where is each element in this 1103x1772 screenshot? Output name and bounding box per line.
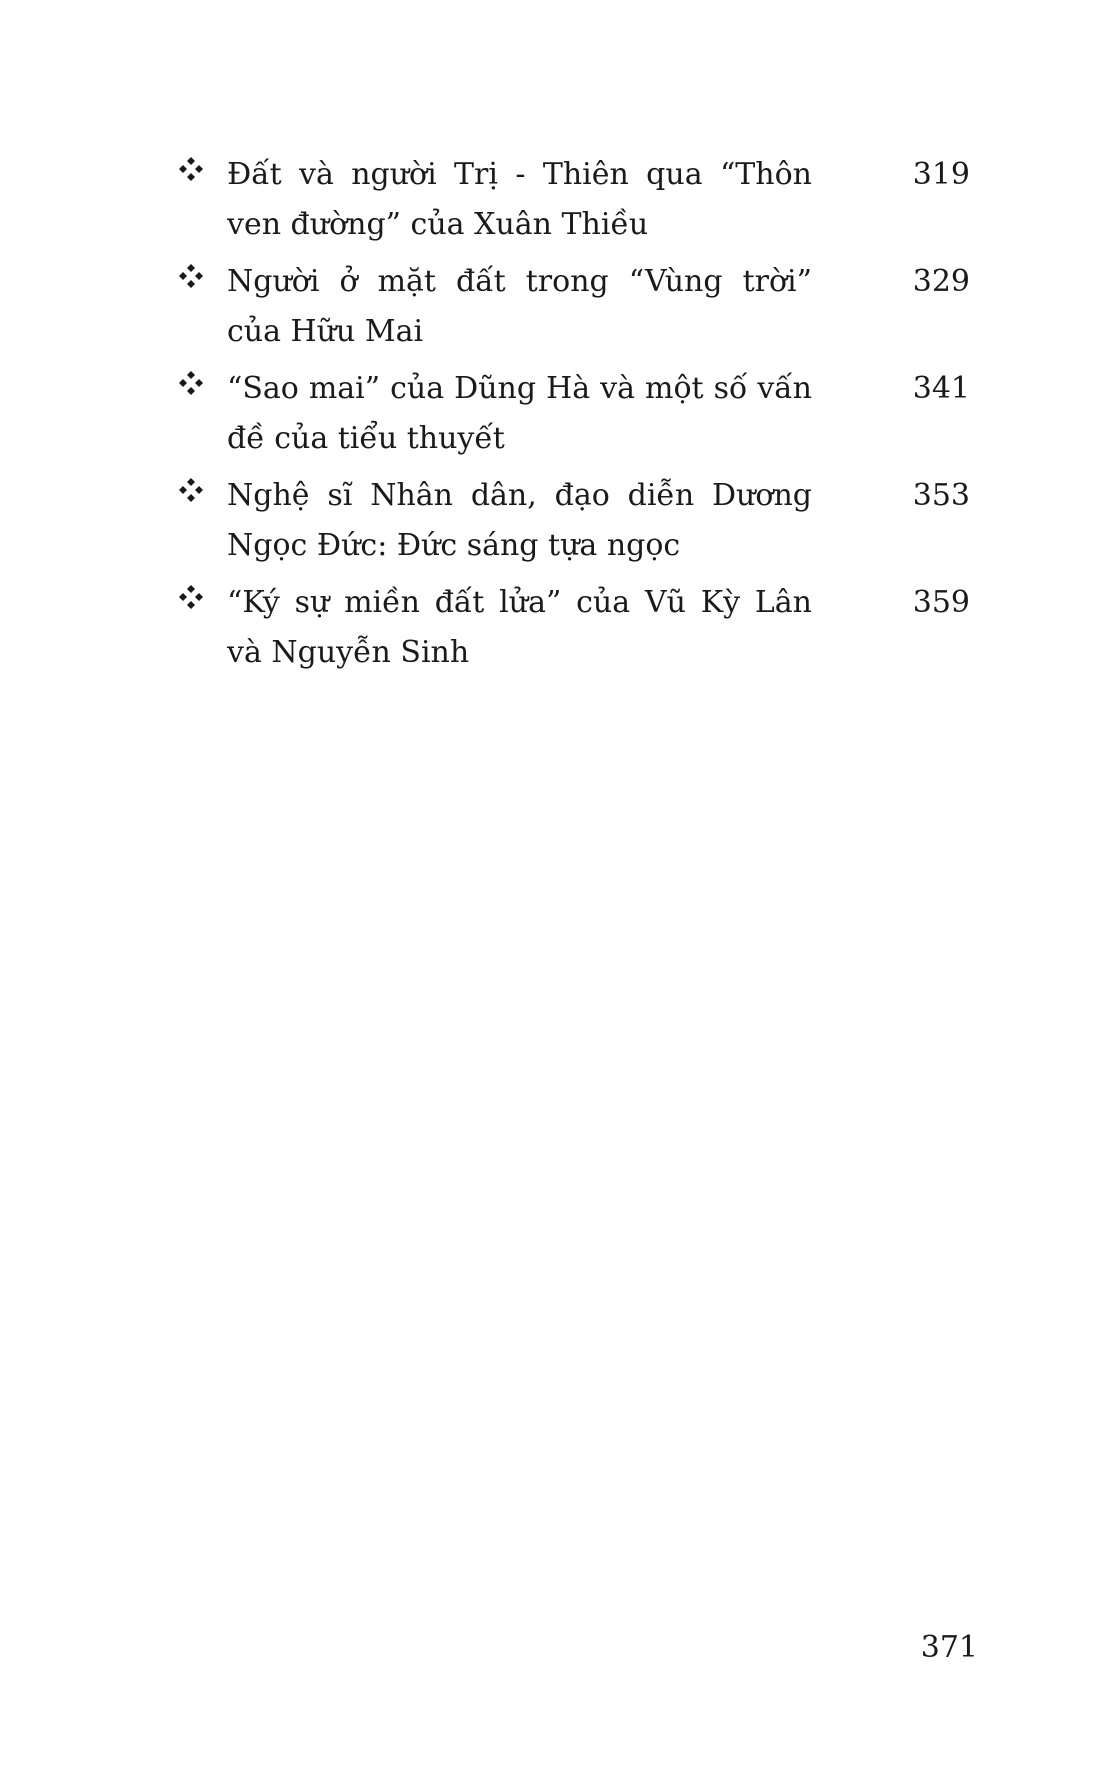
four-diamond-bullet-icon — [178, 156, 204, 182]
four-diamond-bullet-icon — [178, 584, 204, 610]
four-diamond-bullet-icon — [178, 263, 204, 289]
toc-entry-title: “Sao mai” của Dũng Hà và một số vấn đề của tiểu thuyết — [227, 371, 812, 456]
toc-entry-page-number: 319 — [912, 157, 970, 192]
toc-entry-title: Nghệ sĩ Nhân dân, đạo diễn Dương Ngọc Đức: Đức sáng tựa ngọc — [227, 478, 812, 563]
toc-entry-page-number: 341 — [912, 371, 970, 406]
toc-entry-page-number: 353 — [912, 478, 970, 513]
four-diamond-bullet-icon — [178, 370, 204, 396]
page-number-footer: 371 — [920, 1630, 978, 1665]
toc-entry-title: Người ở mặt đất trong “Vùng trời” của Hữu Mai — [227, 264, 812, 349]
toc-entry-title: “Ký sự miền đất lửa” của Vũ Kỳ Lân và Nguyễn Sinh — [227, 585, 812, 670]
toc-entry-title: Đất và người Trị - Thiên qua “Thôn ven đường” của Xuân Thiều — [227, 157, 812, 242]
four-diamond-bullet-icon — [178, 477, 204, 503]
toc-entry-page-number: 359 — [912, 585, 970, 620]
toc-entry-page-number: 329 — [912, 264, 970, 299]
